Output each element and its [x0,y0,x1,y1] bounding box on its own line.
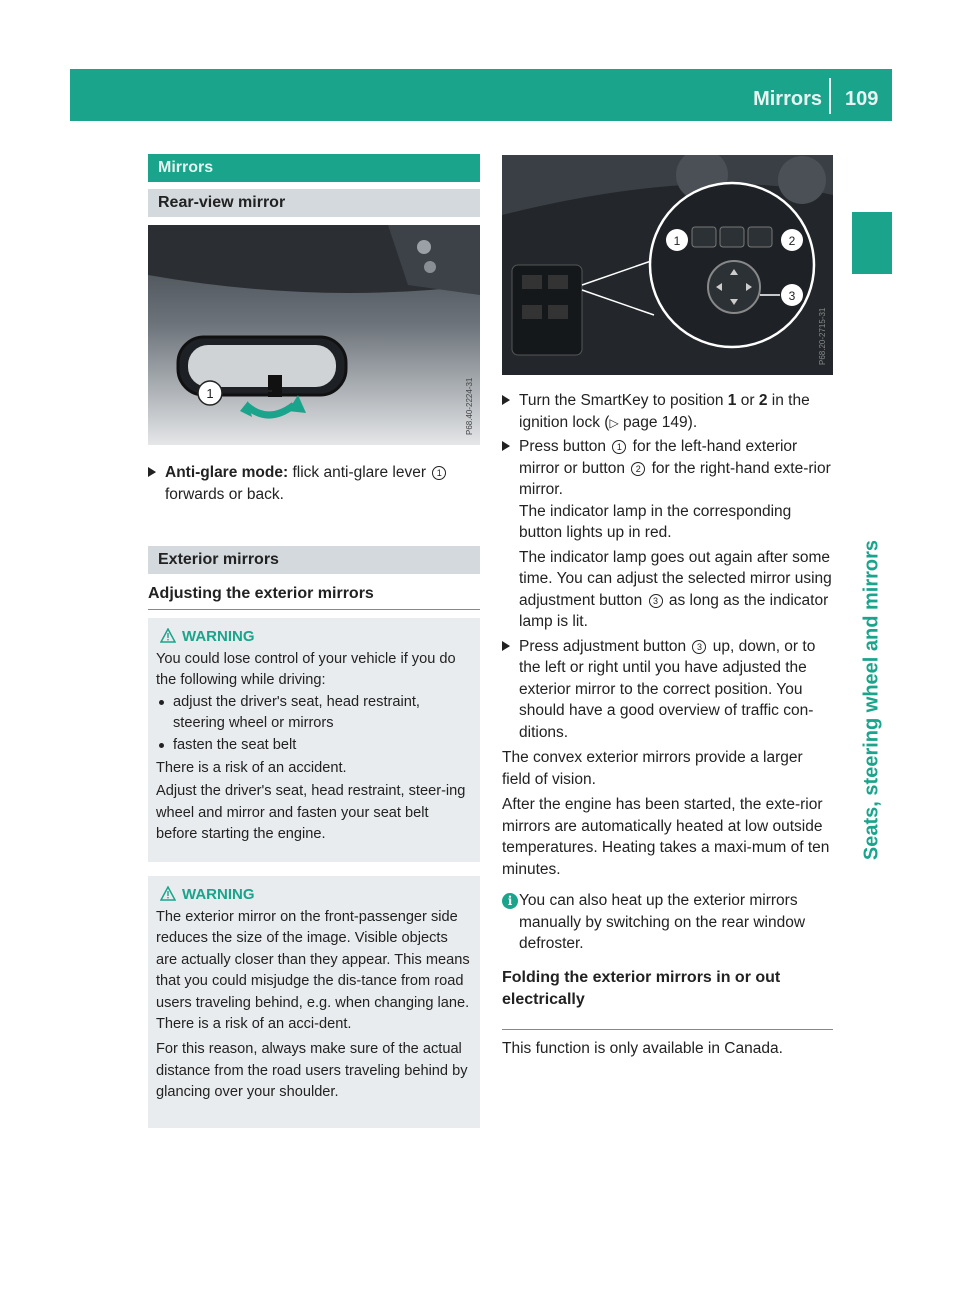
folding-rule [502,1029,833,1030]
subsection-exterior-mirrors: Exterior mirrors [148,546,480,574]
switch-callout-1: 1 [673,234,681,248]
step-smartkey: ▶ Turn the SmartKey to position 1 or 2 in the ignition lock (▷ page 149). [502,390,833,434]
warning-triangle-icon [160,886,176,905]
heading-adjusting: Adjusting the exterior mirrors [148,585,374,602]
step-adjust: ▶ Press adjustment button 3 up, down, or to the left or right until you have adjusted the exterior mirror to the correct position. You should have a good overview of traffic con-ditions. [502,636,833,744]
para-heating: After the engine has been started, the exte-rior mirrors are automatically heated at low outside temperatures. Heating takes a maxi-mum of ten minutes. [502,796,830,878]
page-ref-arrow-icon: ▷ [609,415,619,430]
section-title-mirrors: Mirrors [148,154,480,182]
switch-callout-2: 2 [788,234,796,248]
right-instructions: ▶ Turn the SmartKey to position 1 or 2 in the ignition lock (▷ page 149). ▶ Press button 1 for the left-hand exterior mirror or button 2 for the right-hand exte-rior mirror. The indicator lamp in the corresponding button lights up in red. The indicator lamp goes out again after some time. You can adjust the selected mirror using adjustment button 3 as long as the indicator lamp is lit. ▶ Press adjustment button 3 up, down, or to the left or right until you have adjusted the exterior mirror to the correct position. You should have a good overview of traffic con-ditions. The convex exterior mirrors provide a larger field of vision. After the engine has been started, the exte-rior mirrors are automatically heated at low outside temperatures. Heating takes a maxi-mum of ten minutes. i You can also heat up the exterior mirrors manually by switching on the rear window defroster. Folding the exterior mirrors in or out electrically [502,390,833,1011]
para-convex: The convex exterior mirrors provide a larger field of vision. [502,749,803,788]
subsection-rear-view-mirror: Rear-view mirror [148,189,480,217]
header-divider [829,78,831,114]
side-tab-marker [852,212,892,274]
switch-callout-3: 3 [788,289,796,303]
info-icon: i [502,893,518,909]
callout-1: 1 [432,466,446,480]
image-code: P68.40-2224-31 [465,377,474,435]
warning-box-2: WARNING The exterior mirror on the front-passenger side reduces the size of the image. Visible objects are actually closer than they appear. This means that you could misjudge the dis-tance from road users traveling behind, e.g. when changing lane. There is a risk of an acci-dent. For this reason, always make sure of the actual distance from the road users traveling behind by glancing over your shoulder. [148,876,480,1128]
antiglare-label: Anti-glare mode: [165,464,289,481]
warning-triangle-icon [160,628,176,647]
heading-rule [148,609,480,610]
rear-view-mirror-illustration [148,225,480,445]
mirror-switch-illustration [502,155,833,375]
warning-heading-2: WARNING [156,886,472,903]
mirror-callout-1: 1 [206,386,214,401]
warning-heading-1: WARNING [156,628,472,645]
image-code-2: P68.20-2715-31 [818,307,827,365]
page-number: 109 [845,88,879,110]
mirror-switch-photo [502,155,833,375]
header-title: Mirrors [753,88,822,110]
folding-text: This function is only available in Canada. [502,1040,783,1057]
heading-folding: Folding the exterior mirrors in or out electrically [502,968,781,1008]
antiglare-step: ▶ Anti-glare mode: flick anti-glare lever 1 forwards or back. [148,462,480,505]
info-note: i You can also heat up the exterior mirrors manually by switching on the rear window defroster. [502,890,833,955]
rear-view-mirror-photo [148,225,480,445]
warning-box-1: WARNING You could lose control of your vehicle if you do the following while driving: adjust the driver's seat, head restraint, steering wheel or mirrors fasten the seat belt There is a risk of an accident. Adjust the driver's seat, head restraint, steer-ing wheel and mirror and fasten your seat belt before starting the engine. [148,618,480,862]
step-press-button: ▶ Press button 1 for the left-hand exterior mirror or button 2 for the right-hand exte-rior mirror. [502,436,833,501]
